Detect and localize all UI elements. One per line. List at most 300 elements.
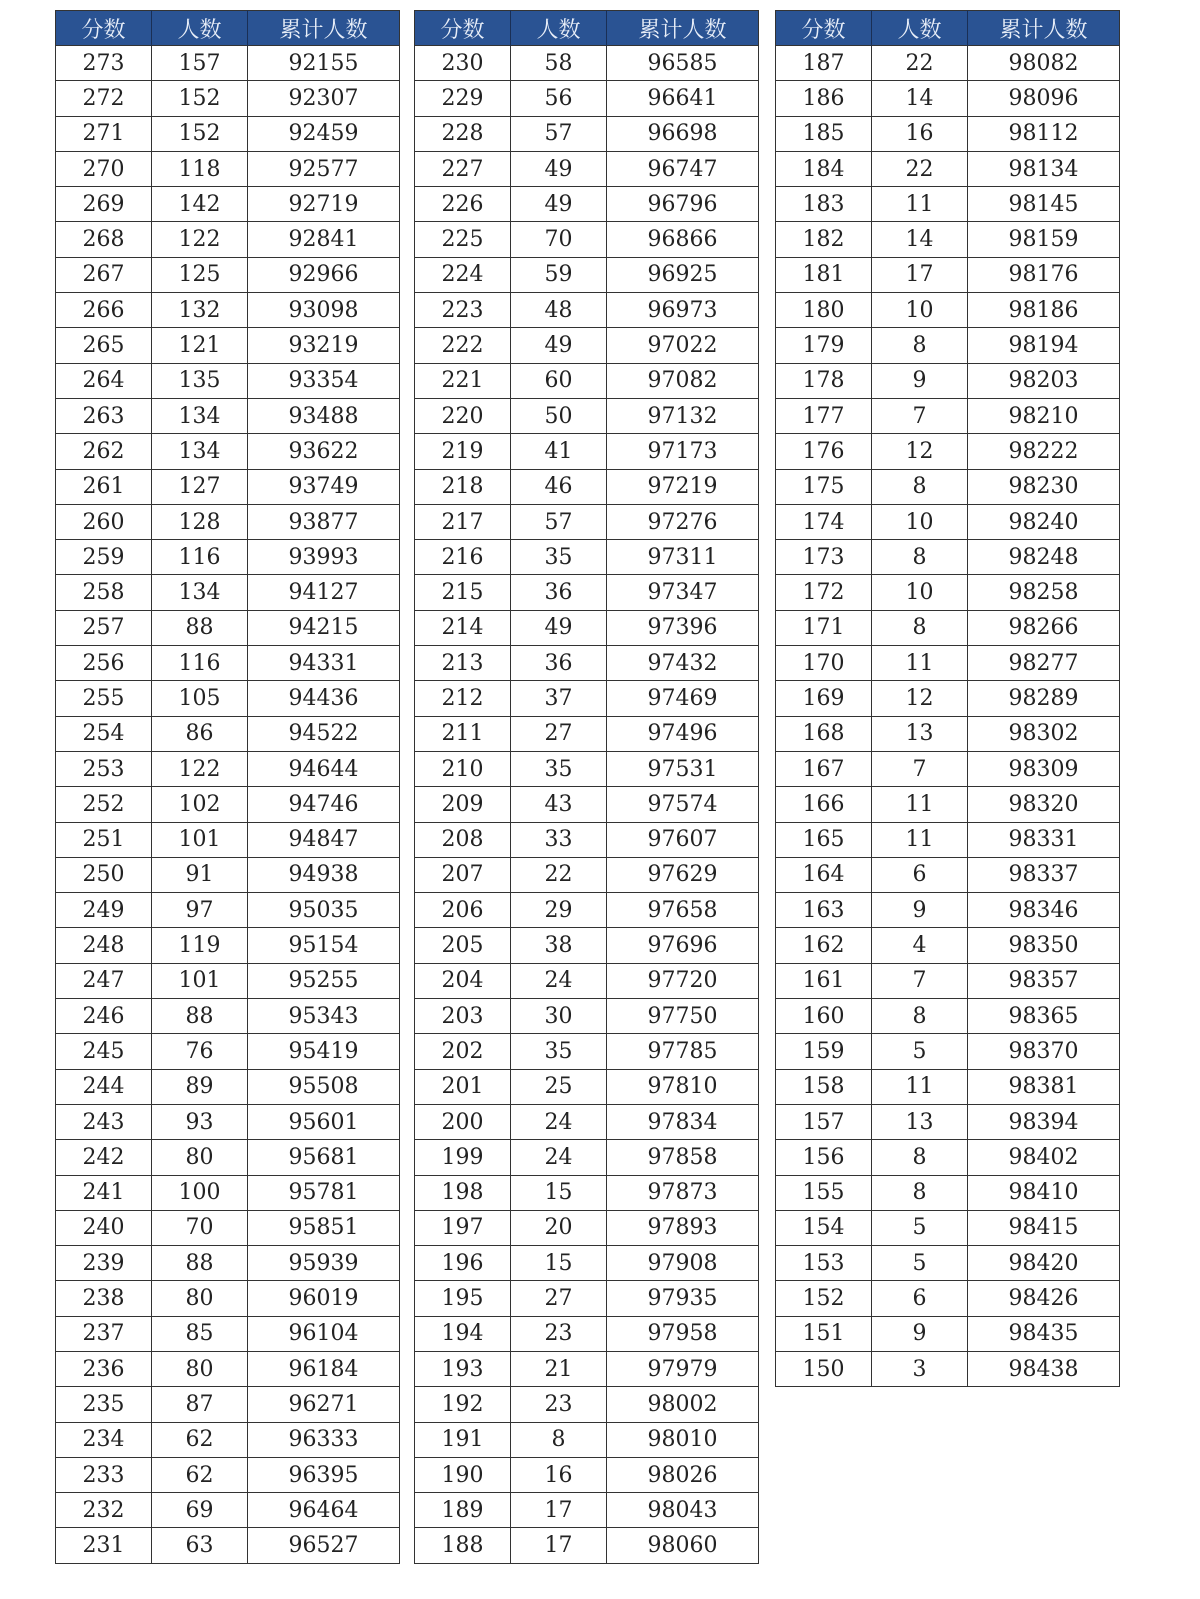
table-row: [776, 1104, 1120, 1139]
table-row: [56, 787, 400, 822]
score-cell: 264: [56, 363, 152, 398]
cumulative-cell: 92155: [248, 46, 400, 81]
cumulative-cell: 93749: [248, 469, 400, 504]
score-cell: 269: [56, 187, 152, 222]
count-cell: 30: [511, 999, 607, 1034]
table-row: [56, 1316, 400, 1351]
count-cell: 128: [152, 504, 248, 539]
score-cell: 192: [415, 1387, 511, 1422]
header-cumulative: 累计人数: [607, 11, 759, 46]
table-row: [56, 187, 400, 222]
count-cell: 20: [511, 1210, 607, 1245]
score-cell: 223: [415, 293, 511, 328]
score-cell: 248: [56, 928, 152, 963]
table-row: [415, 1528, 759, 1563]
count-cell: 29: [511, 893, 607, 928]
table-row: [56, 1034, 400, 1069]
cumulative-cell: 98060: [607, 1528, 759, 1563]
table-row: [415, 1316, 759, 1351]
cumulative-cell: 97658: [607, 893, 759, 928]
count-cell: 46: [511, 469, 607, 504]
cumulative-cell: 98289: [968, 681, 1120, 716]
cumulative-cell: 98222: [968, 434, 1120, 469]
table-row: [56, 1457, 400, 1492]
header-row: [776, 11, 1120, 46]
cumulative-cell: 97276: [607, 504, 759, 539]
count-cell: 152: [152, 116, 248, 151]
table-row: [776, 1210, 1120, 1245]
count-cell: 35: [511, 1034, 607, 1069]
cumulative-cell: 98026: [607, 1457, 759, 1492]
score-cell: 159: [776, 1034, 872, 1069]
cumulative-cell: 96464: [248, 1493, 400, 1528]
table-row: [415, 681, 759, 716]
score-cell: 267: [56, 257, 152, 292]
score-cell: 242: [56, 1140, 152, 1175]
count-cell: 121: [152, 328, 248, 363]
cumulative-cell: 98350: [968, 928, 1120, 963]
score-cell: 228: [415, 116, 511, 151]
score-cell: 175: [776, 469, 872, 504]
count-cell: 41: [511, 434, 607, 469]
score-cell: 231: [56, 1528, 152, 1563]
table-row: [56, 81, 400, 116]
cumulative-cell: 97810: [607, 1069, 759, 1104]
score-cell: 229: [415, 81, 511, 116]
cumulative-cell: 98302: [968, 716, 1120, 751]
score-cell: 239: [56, 1246, 152, 1281]
count-cell: 7: [872, 398, 968, 433]
cumulative-cell: 98309: [968, 751, 1120, 786]
count-cell: 49: [511, 610, 607, 645]
count-cell: 23: [511, 1387, 607, 1422]
count-cell: 69: [152, 1493, 248, 1528]
score-cell: 206: [415, 893, 511, 928]
cumulative-cell: 92459: [248, 116, 400, 151]
cumulative-cell: 95939: [248, 1246, 400, 1281]
table-row: [415, 151, 759, 186]
table-row: [776, 716, 1120, 751]
table-row: [56, 716, 400, 751]
table-row: [776, 857, 1120, 892]
score-cell: 238: [56, 1281, 152, 1316]
cumulative-cell: 93098: [248, 293, 400, 328]
count-cell: 89: [152, 1069, 248, 1104]
score-cell: 259: [56, 540, 152, 575]
count-cell: 88: [152, 610, 248, 645]
cumulative-cell: 98240: [968, 504, 1120, 539]
score-cell: 212: [415, 681, 511, 716]
score-cell: 163: [776, 893, 872, 928]
cumulative-cell: 98082: [968, 46, 1120, 81]
score-cell: 217: [415, 504, 511, 539]
cumulative-cell: 98203: [968, 363, 1120, 398]
cumulative-cell: 96104: [248, 1316, 400, 1351]
table-row: [415, 646, 759, 681]
score-cell: 156: [776, 1140, 872, 1175]
score-cell: 162: [776, 928, 872, 963]
count-cell: 8: [872, 328, 968, 363]
score-cell: 235: [56, 1387, 152, 1422]
score-cell: 258: [56, 575, 152, 610]
table-row: [776, 1281, 1120, 1316]
score-cell: 186: [776, 81, 872, 116]
cumulative-cell: 97834: [607, 1104, 759, 1139]
count-cell: 3: [872, 1351, 968, 1386]
count-cell: 16: [511, 1457, 607, 1492]
cumulative-cell: 94847: [248, 822, 400, 857]
table-row: [776, 116, 1120, 151]
count-cell: 85: [152, 1316, 248, 1351]
table-row: [56, 469, 400, 504]
score-cell: 237: [56, 1316, 152, 1351]
table-row: [56, 1140, 400, 1175]
score-table-2: [414, 10, 759, 1564]
score-cell: 240: [56, 1210, 152, 1245]
cumulative-cell: 94938: [248, 857, 400, 892]
score-cell: 252: [56, 787, 152, 822]
count-cell: 134: [152, 575, 248, 610]
count-cell: 8: [872, 469, 968, 504]
count-cell: 49: [511, 187, 607, 222]
cumulative-cell: 98194: [968, 328, 1120, 363]
cumulative-cell: 98159: [968, 222, 1120, 257]
table-row: [415, 893, 759, 928]
score-cell: 243: [56, 1104, 152, 1139]
cumulative-cell: 96271: [248, 1387, 400, 1422]
cumulative-cell: 96747: [607, 151, 759, 186]
count-cell: 86: [152, 716, 248, 751]
cumulative-cell: 98402: [968, 1140, 1120, 1175]
count-cell: 10: [872, 575, 968, 610]
count-cell: 116: [152, 646, 248, 681]
table-row: [56, 822, 400, 857]
score-cell: 254: [56, 716, 152, 751]
cumulative-cell: 98394: [968, 1104, 1120, 1139]
table-row: [415, 610, 759, 645]
count-cell: 33: [511, 822, 607, 857]
score-cell: 200: [415, 1104, 511, 1139]
table-row: [56, 222, 400, 257]
score-cell: 173: [776, 540, 872, 575]
cumulative-cell: 96796: [607, 187, 759, 222]
count-cell: 125: [152, 257, 248, 292]
cumulative-cell: 93622: [248, 434, 400, 469]
header-row: [415, 11, 759, 46]
table-row: [56, 504, 400, 539]
table-row: [415, 1493, 759, 1528]
count-cell: 8: [872, 1175, 968, 1210]
cumulative-cell: 98435: [968, 1316, 1120, 1351]
cumulative-cell: 96641: [607, 81, 759, 116]
table-row: [415, 999, 759, 1034]
cumulative-cell: 98043: [607, 1493, 759, 1528]
table-row: [56, 893, 400, 928]
score-cell: 210: [415, 751, 511, 786]
score-cell: 255: [56, 681, 152, 716]
score-cell: 165: [776, 822, 872, 857]
count-cell: 35: [511, 540, 607, 575]
score-cell: 193: [415, 1351, 511, 1386]
count-cell: 24: [511, 1140, 607, 1175]
cumulative-cell: 98002: [607, 1387, 759, 1422]
count-cell: 21: [511, 1351, 607, 1386]
table-row: [776, 257, 1120, 292]
cumulative-cell: 94522: [248, 716, 400, 751]
score-cell: 213: [415, 646, 511, 681]
cumulative-cell: 97132: [607, 398, 759, 433]
score-cell: 224: [415, 257, 511, 292]
cumulative-cell: 95154: [248, 928, 400, 963]
score-cell: 177: [776, 398, 872, 433]
count-cell: 14: [872, 222, 968, 257]
table-row: [776, 504, 1120, 539]
cumulative-cell: 95681: [248, 1140, 400, 1175]
table-row: [56, 540, 400, 575]
table-row: [776, 1140, 1120, 1175]
score-cell: 253: [56, 751, 152, 786]
count-cell: 12: [872, 681, 968, 716]
table-row: [56, 751, 400, 786]
count-cell: 97: [152, 893, 248, 928]
table-row: [415, 1140, 759, 1175]
count-cell: 25: [511, 1069, 607, 1104]
cumulative-cell: 96184: [248, 1351, 400, 1386]
score-cell: 251: [56, 822, 152, 857]
table-row: [776, 328, 1120, 363]
header-score: 分数: [56, 11, 152, 46]
table-row: [415, 116, 759, 151]
count-cell: 116: [152, 540, 248, 575]
table-row: [415, 81, 759, 116]
count-cell: 9: [872, 363, 968, 398]
cumulative-cell: 97873: [607, 1175, 759, 1210]
score-cell: 215: [415, 575, 511, 610]
count-cell: 15: [511, 1246, 607, 1281]
cumulative-cell: 95851: [248, 1210, 400, 1245]
count-cell: 62: [152, 1457, 248, 1492]
count-cell: 11: [872, 822, 968, 857]
table-row: [415, 293, 759, 328]
score-cell: 184: [776, 151, 872, 186]
cumulative-cell: 98357: [968, 963, 1120, 998]
score-cell: 261: [56, 469, 152, 504]
table-row: [776, 610, 1120, 645]
table-row: [776, 999, 1120, 1034]
cumulative-cell: 98415: [968, 1210, 1120, 1245]
cumulative-cell: 97607: [607, 822, 759, 857]
score-cell: 249: [56, 893, 152, 928]
cumulative-cell: 97785: [607, 1034, 759, 1069]
cumulative-cell: 95508: [248, 1069, 400, 1104]
cumulative-cell: 98426: [968, 1281, 1120, 1316]
count-cell: 8: [511, 1422, 607, 1457]
cumulative-cell: 98145: [968, 187, 1120, 222]
score-cell: 185: [776, 116, 872, 151]
count-cell: 7: [872, 963, 968, 998]
cumulative-cell: 97958: [607, 1316, 759, 1351]
score-cell: 263: [56, 398, 152, 433]
count-cell: 17: [511, 1528, 607, 1563]
table-row: [56, 963, 400, 998]
score-cell: 265: [56, 328, 152, 363]
cumulative-cell: 98365: [968, 999, 1120, 1034]
cumulative-cell: 95035: [248, 893, 400, 928]
count-cell: 102: [152, 787, 248, 822]
table-row: [415, 398, 759, 433]
count-cell: 13: [872, 1104, 968, 1139]
count-cell: 6: [872, 857, 968, 892]
table-row: [776, 681, 1120, 716]
table-row: [56, 610, 400, 645]
header-count: 人数: [152, 11, 248, 46]
score-cell: 268: [56, 222, 152, 257]
score-cell: 189: [415, 1493, 511, 1528]
table-row: [415, 1457, 759, 1492]
cumulative-cell: 95419: [248, 1034, 400, 1069]
cumulative-cell: 97574: [607, 787, 759, 822]
table-row: [415, 504, 759, 539]
count-cell: 142: [152, 187, 248, 222]
count-cell: 56: [511, 81, 607, 116]
cumulative-cell: 97173: [607, 434, 759, 469]
count-cell: 16: [872, 116, 968, 151]
score-cell: 245: [56, 1034, 152, 1069]
cumulative-cell: 92966: [248, 257, 400, 292]
cumulative-cell: 97696: [607, 928, 759, 963]
cumulative-cell: 97082: [607, 363, 759, 398]
header-score: 分数: [776, 11, 872, 46]
cumulative-cell: 96333: [248, 1422, 400, 1457]
count-cell: 5: [872, 1246, 968, 1281]
count-cell: 13: [872, 716, 968, 751]
count-cell: 36: [511, 575, 607, 610]
count-cell: 57: [511, 116, 607, 151]
score-cell: 170: [776, 646, 872, 681]
table-row: [415, 928, 759, 963]
count-cell: 80: [152, 1351, 248, 1386]
count-cell: 23: [511, 1316, 607, 1351]
cumulative-cell: 98381: [968, 1069, 1120, 1104]
table-row: [776, 363, 1120, 398]
count-cell: 6: [872, 1281, 968, 1316]
table-row: [415, 187, 759, 222]
score-cell: 171: [776, 610, 872, 645]
table-row: [415, 716, 759, 751]
count-cell: 76: [152, 1034, 248, 1069]
cumulative-cell: 97469: [607, 681, 759, 716]
header-score: 分数: [415, 11, 511, 46]
count-cell: 70: [511, 222, 607, 257]
count-cell: 134: [152, 398, 248, 433]
table-row: [56, 1387, 400, 1422]
table-row: [415, 1281, 759, 1316]
cumulative-cell: 96698: [607, 116, 759, 151]
table-row: [415, 787, 759, 822]
table-row: [776, 1069, 1120, 1104]
score-cell: 225: [415, 222, 511, 257]
count-cell: 24: [511, 963, 607, 998]
table-row: [56, 1281, 400, 1316]
score-table-1: [55, 10, 400, 1564]
count-cell: 10: [872, 293, 968, 328]
cumulative-cell: 92307: [248, 81, 400, 116]
table-row: [415, 857, 759, 892]
count-cell: 24: [511, 1104, 607, 1139]
count-cell: 105: [152, 681, 248, 716]
score-cell: 183: [776, 187, 872, 222]
count-cell: 59: [511, 257, 607, 292]
score-cell: 152: [776, 1281, 872, 1316]
count-cell: 157: [152, 46, 248, 81]
table-row: [56, 1069, 400, 1104]
cumulative-cell: 98320: [968, 787, 1120, 822]
cumulative-cell: 95255: [248, 963, 400, 998]
score-cell: 272: [56, 81, 152, 116]
score-cell: 257: [56, 610, 152, 645]
cumulative-cell: 93219: [248, 328, 400, 363]
count-cell: 27: [511, 716, 607, 751]
table-row: [776, 81, 1120, 116]
table-row: [776, 469, 1120, 504]
score-cell: 227: [415, 151, 511, 186]
score-cell: 266: [56, 293, 152, 328]
table-row: [776, 1034, 1120, 1069]
count-cell: 127: [152, 469, 248, 504]
header-row: [56, 11, 400, 46]
score-cell: 211: [415, 716, 511, 751]
table-row: [56, 257, 400, 292]
table-row: [776, 46, 1120, 81]
score-cell: 246: [56, 999, 152, 1034]
count-cell: 62: [152, 1422, 248, 1457]
score-cell: 150: [776, 1351, 872, 1386]
count-cell: 88: [152, 999, 248, 1034]
cumulative-cell: 95601: [248, 1104, 400, 1139]
count-cell: 36: [511, 646, 607, 681]
score-cell: 180: [776, 293, 872, 328]
cumulative-cell: 97908: [607, 1246, 759, 1281]
count-cell: 22: [872, 151, 968, 186]
score-cell: 168: [776, 716, 872, 751]
score-cell: 187: [776, 46, 872, 81]
table-row: [56, 151, 400, 186]
count-cell: 58: [511, 46, 607, 81]
table-row: [776, 151, 1120, 186]
count-cell: 100: [152, 1175, 248, 1210]
cumulative-cell: 96527: [248, 1528, 400, 1563]
cumulative-cell: 98096: [968, 81, 1120, 116]
score-cell: 160: [776, 999, 872, 1034]
cumulative-cell: 92719: [248, 187, 400, 222]
cumulative-cell: 97496: [607, 716, 759, 751]
table-row: [776, 822, 1120, 857]
count-cell: 135: [152, 363, 248, 398]
count-cell: 63: [152, 1528, 248, 1563]
table-row: [415, 1246, 759, 1281]
score-cell: 174: [776, 504, 872, 539]
table-row: [776, 222, 1120, 257]
count-cell: 5: [872, 1210, 968, 1245]
table-row: [776, 646, 1120, 681]
score-cell: 241: [56, 1175, 152, 1210]
cumulative-cell: 98258: [968, 575, 1120, 610]
table-row: [56, 681, 400, 716]
cumulative-cell: 97432: [607, 646, 759, 681]
cumulative-cell: 98370: [968, 1034, 1120, 1069]
score-cell: 154: [776, 1210, 872, 1245]
cumulative-cell: 97531: [607, 751, 759, 786]
